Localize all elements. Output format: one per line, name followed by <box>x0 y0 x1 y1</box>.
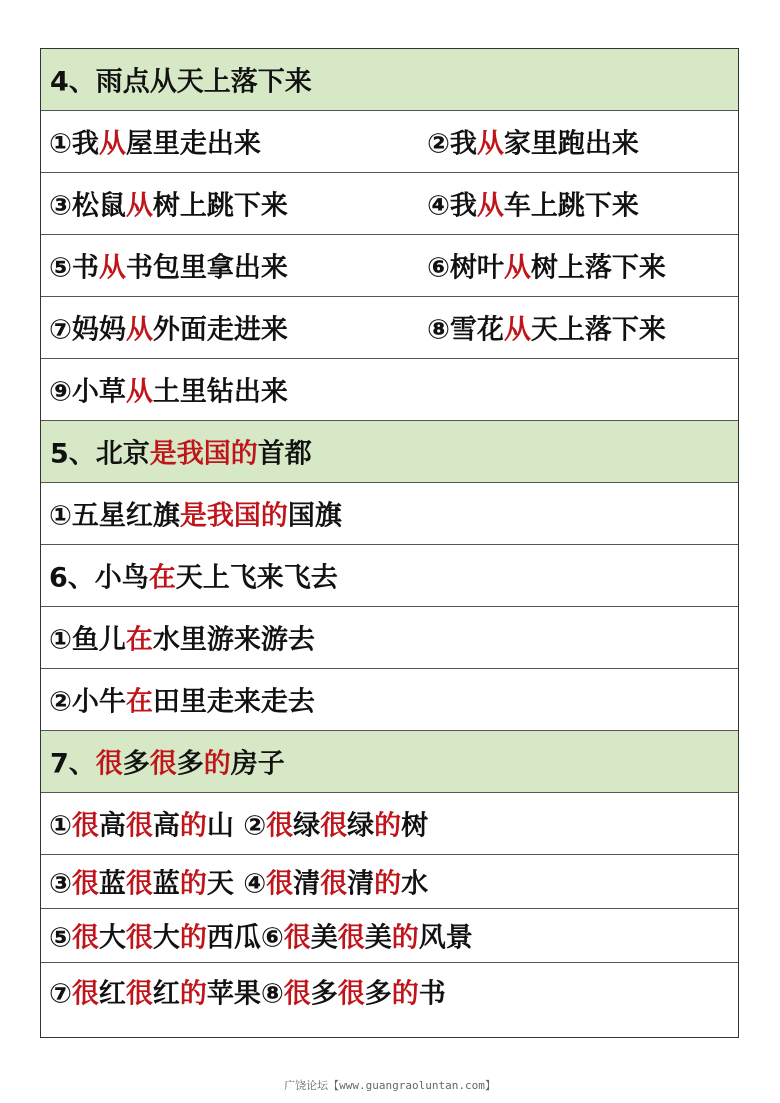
sentence-text: 美 <box>364 922 392 954</box>
sentence-text: 红 <box>98 978 126 1010</box>
sentence-text: 外面走进来 <box>152 314 288 346</box>
sentence-text: 多 <box>176 748 204 780</box>
sentence-text: 土里钻出来 <box>152 376 288 408</box>
sentence-text: 清 <box>293 868 321 900</box>
section-heading-row <box>41 49 738 111</box>
highlighted-word: 很 <box>125 868 153 900</box>
highlighted-word: 在 <box>125 686 153 718</box>
sentence-text: ⑨小草 <box>49 376 126 408</box>
sentence-row <box>41 669 738 731</box>
sentence-text: 国旗 <box>287 500 342 532</box>
sentence-text: 多 <box>122 748 150 780</box>
sentence-text: ①鱼儿 <box>49 624 126 656</box>
sentence-text: 苹果⑧ <box>206 978 284 1010</box>
sentence-row <box>41 545 738 607</box>
sentence-text: 西瓜⑥ <box>206 922 284 954</box>
sentence-text: 红 <box>152 978 180 1010</box>
sentence-text: ②我 <box>427 128 477 160</box>
sentence-text: 天 ④ <box>206 868 267 900</box>
sentence-row <box>41 173 738 235</box>
sentence-text: 清 <box>347 868 375 900</box>
sentence-row <box>41 963 738 1021</box>
sentence-text: ⑦ <box>49 978 72 1010</box>
sentence-cell <box>49 493 342 532</box>
sentence-text: ⑦妈妈 <box>49 314 126 346</box>
highlighted-word: 是我国的 <box>179 500 288 532</box>
sentence-row <box>41 909 738 963</box>
highlighted-word: 很 <box>95 748 123 780</box>
sentence-text: 多 <box>364 978 392 1010</box>
sentence-cell <box>49 972 446 1011</box>
highlighted-word: 很 <box>149 748 177 780</box>
sentence-text: 蓝 <box>152 868 180 900</box>
sentence-text: ① <box>49 810 72 842</box>
highlighted-word: 在 <box>125 624 153 656</box>
sentence-row <box>41 793 738 855</box>
highlighted-word: 的 <box>374 868 402 900</box>
highlighted-word: 从 <box>503 252 531 284</box>
sentence-text: 高 <box>152 810 180 842</box>
sentence-text: 风景 <box>418 922 473 954</box>
sentence-cell <box>49 183 288 222</box>
sentence-text: 水 <box>401 868 429 900</box>
highlighted-word: 很 <box>71 810 99 842</box>
sentence-text: 绿 <box>347 810 375 842</box>
sentence-text: 4、雨点从天上落下来 <box>50 66 312 98</box>
sentence-text: ①五星红旗 <box>49 500 180 532</box>
highlighted-word: 很 <box>283 978 311 1010</box>
highlighted-word: 的 <box>374 810 402 842</box>
highlighted-word: 从 <box>503 314 531 346</box>
sentence-cell <box>427 121 639 160</box>
highlighted-word: 从 <box>125 314 153 346</box>
sentence-cell <box>49 307 288 346</box>
highlighted-word: 从 <box>125 376 153 408</box>
highlighted-word: 的 <box>179 922 207 954</box>
sentence-text: 高 <box>98 810 126 842</box>
sentence-text: ⑥树叶 <box>427 252 504 284</box>
sentence-text: 大 <box>98 922 126 954</box>
section-heading <box>50 431 312 470</box>
sentence-row <box>41 111 738 173</box>
sentence-cell <box>427 183 639 222</box>
sentence-text: ③松鼠 <box>49 190 126 222</box>
sentence-row <box>41 235 738 297</box>
sentence-text: 天上飞来飞去 <box>175 562 338 594</box>
sentence-text: 田里走来走去 <box>152 686 315 718</box>
sentence-cell <box>49 617 315 656</box>
sentence-cell <box>49 915 473 954</box>
highlighted-word: 很 <box>71 868 99 900</box>
sentence-cell <box>49 861 428 900</box>
sentence-text: 首都 <box>257 438 312 470</box>
highlighted-word: 在 <box>148 562 176 594</box>
sentence-text: 美 <box>310 922 338 954</box>
sentence-text: 大 <box>152 922 180 954</box>
sentence-row <box>41 607 738 669</box>
sentence-text: 树上跳下来 <box>152 190 288 222</box>
highlighted-word: 的 <box>179 868 207 900</box>
highlighted-word: 的 <box>179 810 207 842</box>
sentence-text: ③ <box>49 868 72 900</box>
sentence-text: 书 <box>418 978 446 1010</box>
highlighted-word: 从 <box>125 190 153 222</box>
footer-watermark: 广饶论坛【www.guangraoluntan.com】 <box>284 1079 496 1092</box>
sentence-cell <box>49 245 288 284</box>
sentence-cell <box>427 307 666 346</box>
sentence-cell <box>427 245 666 284</box>
highlighted-word: 是我国的 <box>149 438 258 470</box>
sentence-cell <box>49 555 338 594</box>
sentence-text: 6、小鸟 <box>49 562 149 594</box>
sentence-text: 家里跑出来 <box>503 128 639 160</box>
highlighted-word: 从 <box>98 128 126 160</box>
highlighted-word: 很 <box>337 978 365 1010</box>
section-heading-row <box>41 421 738 483</box>
worksheet-table <box>40 48 739 1038</box>
sentence-cell <box>49 803 428 842</box>
highlighted-word: 的 <box>391 978 419 1010</box>
sentence-text: 多 <box>310 978 338 1010</box>
sentence-text: 屋里走出来 <box>125 128 261 160</box>
sentence-text: 树上落下来 <box>530 252 666 284</box>
sentence-row <box>41 359 738 421</box>
sentence-text: ⑤书 <box>49 252 99 284</box>
sentence-text: ⑧雪花 <box>427 314 504 346</box>
highlighted-word: 很 <box>283 922 311 954</box>
sentence-text: ②小牛 <box>49 686 126 718</box>
sentence-text: 绿 <box>293 810 321 842</box>
sentence-text: 天上落下来 <box>530 314 666 346</box>
sentence-text: 车上跳下来 <box>503 190 639 222</box>
highlighted-word: 从 <box>98 252 126 284</box>
highlighted-word: 的 <box>391 922 419 954</box>
sentence-text: 山 ② <box>206 810 267 842</box>
highlighted-word: 很 <box>71 922 99 954</box>
highlighted-word: 很 <box>320 868 348 900</box>
sentence-text: 水里游来游去 <box>152 624 315 656</box>
sentence-text: 房子 <box>230 748 285 780</box>
section-heading-row <box>41 731 738 793</box>
highlighted-word: 很 <box>125 810 153 842</box>
sentence-text: 7、 <box>50 748 96 780</box>
sentence-cell <box>49 679 315 718</box>
highlighted-word: 的 <box>179 978 207 1010</box>
sentence-text: ①我 <box>49 128 99 160</box>
sentence-text: 树 <box>401 810 429 842</box>
sentence-text: 5、北京 <box>50 438 150 470</box>
sentence-row <box>41 855 738 909</box>
highlighted-word: 很 <box>320 810 348 842</box>
section-heading <box>50 59 312 98</box>
highlighted-word: 很 <box>125 978 153 1010</box>
highlighted-word: 从 <box>476 190 504 222</box>
highlighted-word: 的 <box>203 748 231 780</box>
sentence-cell <box>49 121 261 160</box>
highlighted-word: 从 <box>476 128 504 160</box>
highlighted-word: 很 <box>125 922 153 954</box>
highlighted-word: 很 <box>337 922 365 954</box>
section-heading <box>50 741 285 780</box>
sentence-text: ⑤ <box>49 922 72 954</box>
sentence-row <box>41 483 738 545</box>
highlighted-word: 很 <box>71 978 99 1010</box>
sentence-text: 书包里拿出来 <box>125 252 288 284</box>
sentence-text: ④我 <box>427 190 477 222</box>
sentence-text: 蓝 <box>98 868 126 900</box>
sentence-row <box>41 297 738 359</box>
highlighted-word: 很 <box>266 868 294 900</box>
sentence-cell <box>49 369 288 408</box>
highlighted-word: 很 <box>266 810 294 842</box>
